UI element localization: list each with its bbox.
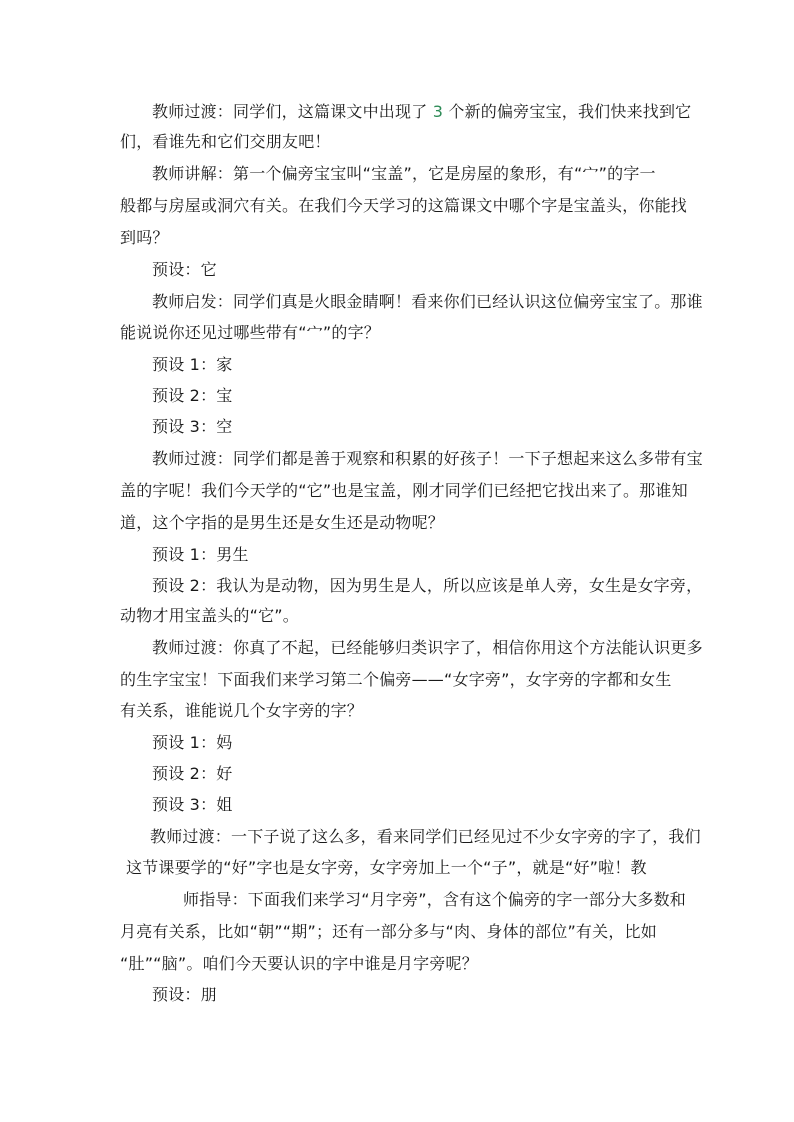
paragraph-line: 预设 3：空 (152, 417, 233, 436)
paragraph-line: 师指导：下面我们来学习“月字旁”，含有这个偏旁的字一部分大多数和 (183, 890, 686, 909)
paragraph-line: 能说说你还见过哪些带有“宀”的字？ (120, 323, 380, 342)
line-text: 个新的偏旁宝宝，我们快来找到它 (443, 102, 692, 121)
paragraph-line: 教师讲解：第一个偏旁宝宝叫“宝盖”，它是房屋的象形，有“宀”的字一 (152, 164, 656, 183)
paragraph-line: 预设 1：妈 (152, 733, 233, 752)
paragraph-line: 预设：它 (152, 260, 217, 279)
paragraph-line: 预设 3：姐 (152, 795, 233, 814)
paragraph-line: 动物才用宝盖头的“它”。 (120, 606, 299, 625)
paragraph-line: 教师过渡：一下子说了这么多，看来同学们已经见过不少女字旁的字了，我们 (150, 827, 701, 846)
line-text: 教师过渡：同学们，这篇课文中出现了 (152, 102, 433, 121)
paragraph-line: 预设 2：宝 (152, 386, 233, 405)
paragraph-line: 教师启发：同学们真是火眼金睛啊！看来你们已经认识这位偏旁宝宝了。那谁 (152, 292, 703, 311)
paragraph-line: 预设 1：男生 (152, 545, 249, 564)
paragraph-line: 预设 1：家 (152, 355, 233, 374)
paragraph-line: 的生字宝宝！下面我们来学习第二个偏旁——“女字旁”，女字旁的字都和女生 (120, 670, 672, 689)
highlighted-number: 3 (432, 102, 444, 121)
paragraph-line: 教师过渡：你真了不起，已经能够归类识字了，相信你用这个方法能认识更多 (152, 638, 703, 657)
paragraph-line (152, 101, 691, 123)
paragraph-line: “肚”“脑”。咱们今天要认识的字中谁是月字旁呢？ (120, 954, 478, 973)
paragraph-line: 预设 2：好 (152, 764, 233, 783)
paragraph-line: 们，看谁先和它们交朋友吧！ (120, 132, 331, 151)
paragraph-line: 到吗？ (120, 228, 169, 247)
paragraph-line: 预设：朋 (152, 985, 217, 1004)
paragraph-line: 盖的字呢！我们今天学的“它”也是宝盖，刚才同学们已经把它找出来了。那谁知 (120, 481, 688, 500)
paragraph-line: 般都与房屋或洞穴有关。在我们今天学习的这篇课文中哪个字是宝盖头，你能找 (120, 196, 688, 215)
paragraph-line: 预设 2：我认为是动物，因为男生是人，所以应该是单人旁，女生是女字旁， (152, 576, 703, 595)
paragraph-line: 这节课要学的“好”字也是女字旁，女字旁加上一个“子”，就是“好”啦！教 (126, 858, 647, 877)
paragraph-line: 教师过渡：同学们都是善于观察和积累的好孩子！一下子想起来这么多带有宝 (152, 449, 703, 468)
paragraph-line: 道，这个字指的是男生还是女生还是动物呢？ (120, 513, 445, 532)
paragraph-line: 有关系，谁能说几个女字旁的字？ (120, 701, 364, 720)
paragraph-line: 月亮有关系，比如“朝”“期”；还有一部分多与“肉、身体的部位”有关，比如 (120, 922, 657, 941)
